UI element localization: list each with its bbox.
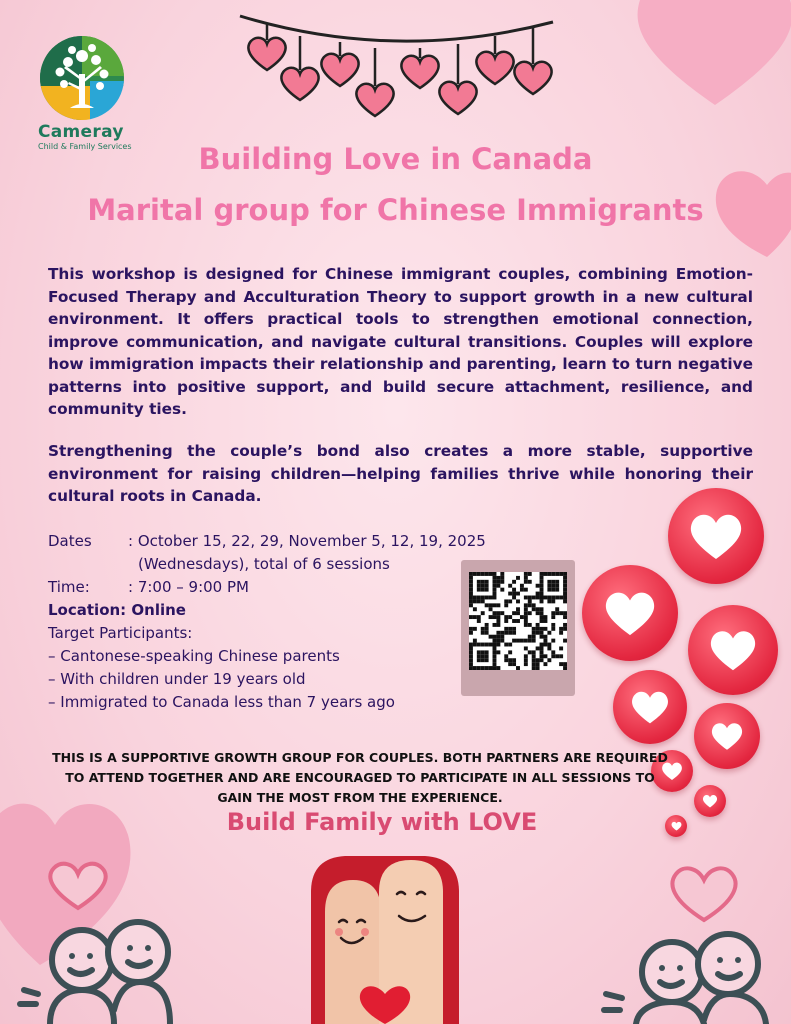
cameray-logo xyxy=(38,36,130,151)
time-label: Time: xyxy=(48,578,90,596)
tagline: Build Family with LOVE xyxy=(226,808,538,836)
location: Location: Online xyxy=(48,601,186,619)
dates-value-cont: (Wednesdays), total of 6 sessions xyxy=(138,555,390,573)
dates-row xyxy=(48,530,486,553)
heart-bubble-icon xyxy=(688,605,778,695)
hearts-bunting xyxy=(235,8,560,118)
tree-logo-icon xyxy=(40,36,124,120)
notice-line3: GAIN THE MOST FROM THE EXPERIENCE. xyxy=(217,790,503,805)
title-line1: Building Love in Canada xyxy=(198,142,593,176)
title-line2: Marital group for Chinese Immigrants xyxy=(87,193,704,227)
description-paragraph2: Strengthening the couple’s bond also creates a more stable, supportive environment for raising children—helping families thrive while honoring their cultural roots in Canada. xyxy=(48,442,753,505)
dates-value: : October 15, 22, 29, November 5, 12, 19, 2025 xyxy=(128,532,486,550)
criteria-item: – With children under 19 years old xyxy=(48,670,306,688)
target-label: Target Participants: xyxy=(48,624,193,642)
event-details xyxy=(48,530,486,714)
notice-line1: THIS IS A SUPPORTIVE GROWTH GROUP FOR COUPLES. BOTH PARTNERS ARE REQUIRED xyxy=(52,750,668,765)
heart-bubble-icon xyxy=(582,565,678,661)
heart-bubble-icon xyxy=(613,670,687,744)
finger-couple-image xyxy=(305,852,465,1024)
time-value: : 7:00 – 9:00 PM xyxy=(128,578,249,596)
qr-code[interactable] xyxy=(461,560,575,696)
logo-subtitle: Child & Family Services xyxy=(38,142,132,151)
criteria-item: – Cantonese-speaking Chinese parents xyxy=(48,647,340,665)
heart-bubble-icon xyxy=(694,703,760,769)
description-paragraph1: This workshop is designed for Chinese immigrant couples, combining Emotion-Focused Therapy and Acculturation Theory to support growth in a new cultural environment. It offers practical tools to strengthen emotional connection, improve communication, and navigate cultural transitions. Couples will explore how immigration impacts their relationship and parenting, learn to turn negative patterns into positive support, and build secure attachment, resilience, and community ties. xyxy=(48,265,753,418)
heart-bubble-icon xyxy=(668,488,764,584)
dates-label: Dates xyxy=(48,532,92,550)
qr-code-icon xyxy=(469,572,567,670)
time-row xyxy=(48,576,486,599)
criteria-item: – Immigrated to Canada less than 7 years ago xyxy=(48,693,395,711)
couple-right-icon xyxy=(600,860,791,1024)
logo-name: Cameray xyxy=(38,122,124,142)
notice-line2: TO ATTEND TOGETHER AND ARE ENCOURAGED TO PARTICIPATE IN ALL SESSIONS TO xyxy=(65,770,655,785)
couple-left-icon xyxy=(10,860,200,1024)
dates-row-cont xyxy=(48,553,486,576)
requirement-notice xyxy=(20,748,700,808)
balloon-heart-top-right xyxy=(630,0,791,110)
